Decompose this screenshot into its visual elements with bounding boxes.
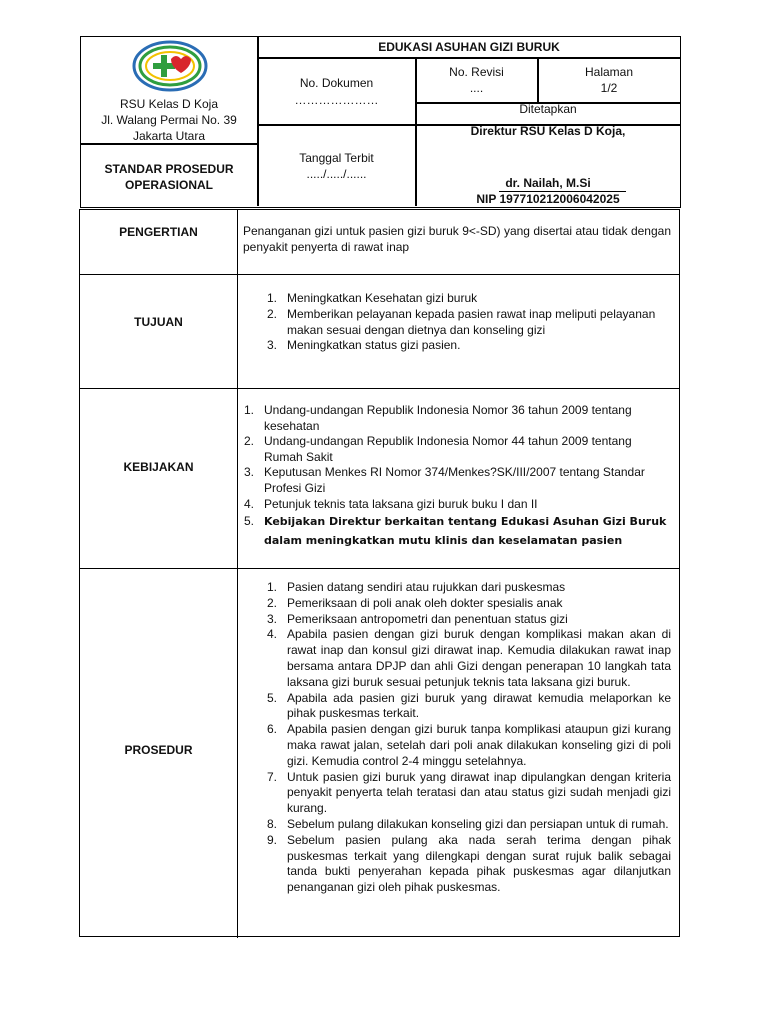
hospital-name: RSU Kelas D Koja — [119, 97, 219, 111]
list-item: 7. Untuk pasien gizi buruk yang dirawat inap dipulangkan dengan kriteria penyakit penyerta telah teratasi dan atau status gizi sudah menjadi gizi kurang. — [267, 769, 671, 816]
sop-label-line-2: OPERASIONAL — [124, 178, 213, 192]
direktur-title: Direktur RSU Kelas D Koja, — [470, 124, 626, 138]
document-title: EDUKASI ASUHAN GIZI BURUK — [378, 40, 560, 54]
list-item: 2. Undang-undangan Republik Indonesia Nomor 44 tahun 2009 tentang Rumah Sakit — [244, 434, 632, 464]
prosedur-label: PROSEDUR — [124, 743, 193, 757]
document-header — [80, 36, 681, 208]
no-dokumen-value: ………………… — [294, 93, 379, 107]
hospital-address — [81, 96, 257, 144]
pengertian-label: PENGERTIAN — [119, 225, 198, 239]
list-item: 1. Undang-undangan Republik Indonesia Nomor 36 tahun 2009 tentang kesehatan — [244, 403, 632, 433]
list-item: 1. Pasien datang sendiri atau rujukkan dari puskesmas — [267, 580, 566, 594]
prosedur-list — [263, 580, 671, 896]
row-pengertian — [80, 210, 679, 275]
list-item: 1. Meningkatkan Kesehatan gizi buruk — [267, 291, 478, 305]
list-item: 4. Petunjuk teknis tata laksana gizi buruk buku I dan II — [244, 496, 538, 511]
row-prosedur — [80, 568, 679, 938]
halaman-value: 1/2 — [600, 81, 618, 95]
list-item: 2. Memberikan pelayanan kepada pasien rawat inap meliputi pelayanan makan sesuai dengan dietnya dan konseling gizi — [267, 306, 656, 337]
no-revisi-label: No. Revisi — [449, 65, 504, 79]
halaman-label: Halaman — [584, 65, 634, 79]
list-item: 9. Sebelum pasien pulang aka nada serah terima dengan pihak puskesmas terkait yang dilengkapi dengan surat rujuk balik sebagai tanda bukti penyerahan kepada pihak puskesmas agar dilanjutkan penanganan gizi oleh pihak puskesmas. — [267, 832, 671, 895]
no-revisi-value: .... — [469, 81, 484, 95]
tanggal-terbit-value: ...../...../...... — [306, 167, 367, 181]
sop-label-line-1: STANDAR PROSEDUR — [104, 162, 234, 176]
row-kebijakan — [80, 388, 679, 569]
hospital-street: Jl. Walang Permai No. 39 — [101, 113, 237, 127]
list-item: 6. Apabila pasien dengan gizi buruk tanpa komplikasi ataupun gizi kurang maka rawat jalan, setelah dari poli anak dilakukan konseling gizi di poli gizi. Kemudia control 2-4 minggu setelahnya. — [267, 722, 671, 768]
signer-name: dr. Nailah, M.Si — [505, 176, 591, 190]
list-item: 5. Apabila ada pasien gizi buruk yang dirawat kemudia melaporkan ke pihak puskesmas terkait. — [267, 690, 671, 721]
kebijakan-label: KEBIJAKAN — [123, 460, 194, 474]
tujuan-label: TUJUAN — [134, 315, 183, 329]
list-item: 2. Pemeriksaan di poli anak oleh dokter spesialis anak — [267, 595, 563, 610]
signer-nip: NIP 197710212006042025 — [476, 192, 620, 206]
sop-label — [81, 161, 257, 193]
list-item: 5. Kebijakan Direktur berkaitan tentang Edukasi Asuhan Gizi Buruk dalam meningkatkan mutu klinis dan keselamatan pasien — [244, 514, 667, 548]
list-item: 4. Apabila pasien dengan gizi buruk dengan komplikasi makan akan di rawat inap dan konsul gizi dirawat inap. Kemudia dilakukan rawat inap bersama antara DPJP dan ahli Gizi dengan penerapan 10 langkah tata laksana gizi buruk sesuai petunjuk teknis tata laksana gizi buruk. — [267, 627, 671, 689]
sop-body-table — [79, 209, 680, 937]
tanggal-terbit-label: Tanggal Terbit — [299, 151, 374, 165]
tujuan-list — [263, 291, 671, 354]
hospital-city: Jakarta Utara — [132, 129, 206, 143]
list-item: 8. Sebelum pulang dilakukan konseling gizi dan persiapan untuk di rumah. — [267, 816, 669, 831]
kebijakan-list — [240, 403, 671, 550]
list-item: 3. Pemeriksaan antropometri dan penentuan status gizi — [267, 611, 568, 626]
hospital-logo — [131, 39, 209, 93]
pengertian-text: Penanganan gizi untuk pasien gizi buruk 9<-SD) yang disertai atau tidak dengan penyakit penyerta di rawat inap — [243, 224, 671, 254]
no-dokumen-label: No. Dokumen — [299, 76, 374, 90]
list-item: 3. Meningkatkan status gizi pasien. — [267, 338, 461, 353]
ditetapkan-label: Ditetapkan — [519, 102, 577, 116]
row-tujuan — [80, 274, 679, 389]
list-item: 3. Keputusan Menkes RI Nomor 374/Menkes?SK/III/2007 tentang Standar Profesi Gizi — [244, 465, 645, 495]
